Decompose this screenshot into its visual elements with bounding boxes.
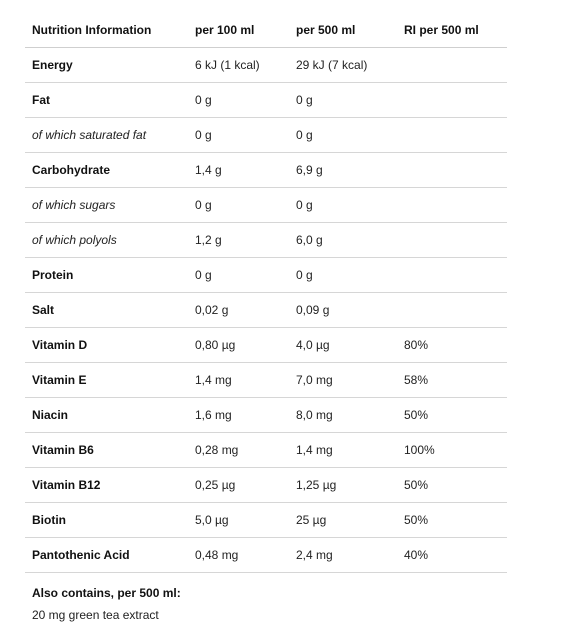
table-row (25, 538, 507, 573)
nutrient-name: Vitamin E (25, 363, 188, 398)
header-ri-per-500-ml: RI per 500 ml (397, 12, 507, 48)
table-row (25, 328, 507, 363)
nutrient-name: of which sugars (25, 188, 188, 223)
additional-contents (32, 586, 181, 622)
value-per-100-ml: 1,4 mg (188, 363, 289, 398)
green-tea-extract-line: 20 mg green tea extract (32, 608, 159, 622)
value-per-100-ml: 1,2 g (188, 223, 289, 258)
nutrient-name: Biotin (25, 503, 188, 538)
table-row (25, 503, 507, 538)
value-per-100-ml: 0,48 mg (188, 538, 289, 573)
ri-per-500-ml (397, 153, 507, 188)
nutrient-name: Niacin (25, 398, 188, 433)
table-row (25, 153, 507, 188)
value-per-500-ml: 2,4 mg (289, 538, 397, 573)
ri-per-500-ml (397, 48, 507, 83)
value-per-100-ml: 0 g (188, 188, 289, 223)
value-per-500-ml: 25 µg (289, 503, 397, 538)
header-per-100-ml: per 100 ml (188, 12, 289, 48)
value-per-500-ml: 0 g (289, 83, 397, 118)
value-per-500-ml: 4,0 µg (289, 328, 397, 363)
ri-per-500-ml: 50% (397, 468, 507, 503)
value-per-100-ml: 0 g (188, 118, 289, 153)
table-row (25, 223, 507, 258)
value-per-100-ml: 0 g (188, 83, 289, 118)
table-header-row (25, 12, 507, 48)
value-per-500-ml: 1,4 mg (289, 433, 397, 468)
table-row (25, 83, 507, 118)
value-per-100-ml: 5,0 µg (188, 503, 289, 538)
ri-per-500-ml: 40% (397, 538, 507, 573)
value-per-100-ml: 0,80 µg (188, 328, 289, 363)
table-row (25, 188, 507, 223)
value-per-500-ml: 8,0 mg (289, 398, 397, 433)
ri-per-500-ml (397, 188, 507, 223)
nutrient-name: Vitamin B6 (25, 433, 188, 468)
value-per-100-ml: 0,02 g (188, 293, 289, 328)
ri-per-500-ml (397, 258, 507, 293)
ri-per-500-ml: 50% (397, 503, 507, 538)
value-per-100-ml: 1,6 mg (188, 398, 289, 433)
value-per-100-ml: 1,4 g (188, 153, 289, 188)
ri-per-500-ml (397, 223, 507, 258)
header-per-500-ml: per 500 ml (289, 12, 397, 48)
value-per-500-ml: 0 g (289, 258, 397, 293)
nutrient-name: Carbohydrate (25, 153, 188, 188)
table-row (25, 118, 507, 153)
nutrient-name: of which saturated fat (25, 118, 188, 153)
value-per-100-ml: 0,25 µg (188, 468, 289, 503)
nutrient-name: Fat (25, 83, 188, 118)
value-per-500-ml: 0,09 g (289, 293, 397, 328)
nutrient-name: Pantothenic Acid (25, 538, 188, 573)
nutrition-table-container (25, 12, 507, 573)
value-per-100-ml: 0 g (188, 258, 289, 293)
ri-per-500-ml: 50% (397, 398, 507, 433)
table-row (25, 293, 507, 328)
nutrient-name: Salt (25, 293, 188, 328)
table-row (25, 433, 507, 468)
table-row (25, 48, 507, 83)
nutrient-name: Vitamin D (25, 328, 188, 363)
value-per-500-ml: 0 g (289, 118, 397, 153)
ri-per-500-ml (397, 293, 507, 328)
table-row (25, 258, 507, 293)
value-per-500-ml: 1,25 µg (289, 468, 397, 503)
nutrient-name: Protein (25, 258, 188, 293)
ri-per-500-ml (397, 83, 507, 118)
nutrition-table (25, 12, 507, 573)
nutrient-name: of which polyols (25, 223, 188, 258)
nutrient-name: Vitamin B12 (25, 468, 188, 503)
value-per-500-ml: 29 kJ (7 kcal) (289, 48, 397, 83)
ri-per-500-ml: 100% (397, 433, 507, 468)
value-per-500-ml: 6,0 g (289, 223, 397, 258)
nutrient-name: Energy (25, 48, 188, 83)
table-row (25, 398, 507, 433)
value-per-100-ml: 0,28 mg (188, 433, 289, 468)
value-per-500-ml: 7,0 mg (289, 363, 397, 398)
ri-per-500-ml: 80% (397, 328, 507, 363)
value-per-100-ml: 6 kJ (1 kcal) (188, 48, 289, 83)
nutrition-table-body (25, 48, 507, 573)
ri-per-500-ml (397, 118, 507, 153)
table-row (25, 363, 507, 398)
value-per-500-ml: 6,9 g (289, 153, 397, 188)
table-row (25, 468, 507, 503)
ri-per-500-ml: 58% (397, 363, 507, 398)
value-per-500-ml: 0 g (289, 188, 397, 223)
header-nutrition-information: Nutrition Information (25, 12, 188, 48)
also-contains-heading: Also contains, per 500 ml: (32, 586, 181, 600)
